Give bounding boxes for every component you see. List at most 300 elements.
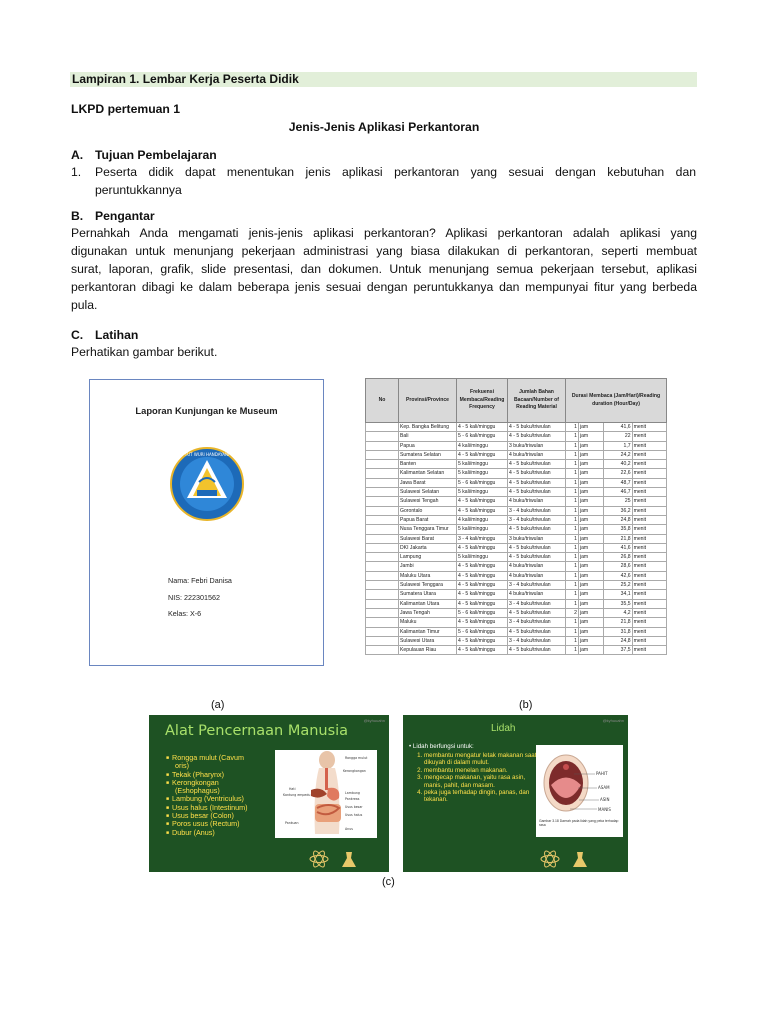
label-intestine: Usus halus bbox=[345, 813, 363, 817]
atom-flask-icon bbox=[535, 848, 595, 870]
table-cell bbox=[366, 423, 399, 432]
appendix-header: Lampiran 1. Lembar Kerja Peserta Didik bbox=[70, 72, 697, 87]
table-cell: 46,7 bbox=[603, 488, 632, 497]
taste-sweet: MANIS bbox=[598, 807, 611, 812]
table-cell bbox=[366, 506, 399, 515]
table-cell: 4 - 5 kali/minggu bbox=[457, 450, 508, 459]
taste-bitter: PAHIT bbox=[596, 771, 608, 776]
table-cell: 25 bbox=[603, 497, 632, 506]
table-cell: menit bbox=[632, 441, 666, 450]
section-b-label: B. bbox=[71, 209, 84, 223]
organ-item: ■ Tekak (Pharynx) bbox=[166, 771, 266, 779]
table-cell: Banten bbox=[399, 460, 457, 469]
table-row bbox=[366, 646, 667, 655]
table-cell: menit bbox=[632, 571, 666, 580]
table-cell: jam bbox=[578, 581, 603, 590]
table-cell: 4 buku/triwulan bbox=[508, 590, 566, 599]
table-cell: jam bbox=[578, 543, 603, 552]
table-cell: Nusa Tenggara Timur bbox=[399, 525, 457, 534]
table-cell bbox=[366, 460, 399, 469]
table-cell: 24,2 bbox=[603, 450, 632, 459]
label-colon: Usus besar bbox=[345, 805, 363, 809]
table-cell bbox=[366, 441, 399, 450]
table-cell: Jawa Tengah bbox=[399, 608, 457, 617]
table-cell bbox=[366, 525, 399, 534]
table-cell: menit bbox=[632, 627, 666, 636]
intro-paragraph bbox=[71, 224, 697, 314]
table-row bbox=[366, 488, 667, 497]
table-cell: 1 bbox=[566, 618, 579, 627]
table-cell: Papua Barat bbox=[399, 515, 457, 524]
table-cell: 1 bbox=[566, 423, 579, 432]
table-cell: 4 - 5 kali/minggu bbox=[457, 506, 508, 515]
table-cell: 4 - 5 kali/minggu bbox=[457, 543, 508, 552]
table-cell: 3 - 4 kali/minggu bbox=[457, 534, 508, 543]
table-cell: 5 kali/minggu bbox=[457, 469, 508, 478]
meeting-label: LKPD pertemuan 1 bbox=[71, 102, 181, 116]
table-cell: Bali bbox=[399, 432, 457, 441]
label-stomach: Lambung bbox=[345, 791, 360, 795]
table-cell: 1 bbox=[566, 543, 579, 552]
table-row bbox=[366, 497, 667, 506]
table-cell: 40,2 bbox=[603, 460, 632, 469]
table-cell: Kalimantan Timur bbox=[399, 627, 457, 636]
table-cell: 34,1 bbox=[603, 590, 632, 599]
table-cell: 35,8 bbox=[603, 525, 632, 534]
table-cell: 1 bbox=[566, 515, 579, 524]
slide-title: Lidah bbox=[491, 723, 516, 734]
table-cell: 5 - 6 kali/minggu bbox=[457, 608, 508, 617]
table-cell bbox=[366, 488, 399, 497]
table-cell: 1 bbox=[566, 646, 579, 655]
table-cell: 4 buku/triwulan bbox=[508, 562, 566, 571]
table-cell: 35,5 bbox=[603, 599, 632, 608]
organ-item: ■ Lambung (Ventriculus) bbox=[166, 795, 266, 803]
table-cell: menit bbox=[632, 581, 666, 590]
table-cell: jam bbox=[578, 636, 603, 645]
table-cell: jam bbox=[578, 469, 603, 478]
objective-text: Peserta didik dapat menentukan jenis aplikasi perkantoran yang sesuai dengan kebutuhan dan peruntukkannya bbox=[95, 165, 696, 197]
table-cell: 4 - 5 buku/triwulan bbox=[508, 627, 566, 636]
table-cell: menit bbox=[632, 618, 666, 627]
table-cell: Maluku bbox=[399, 618, 457, 627]
table-cell: 5 kali/minggu bbox=[457, 460, 508, 469]
intro-line: pula. bbox=[71, 298, 98, 312]
table-cell: 22,6 bbox=[603, 469, 632, 478]
table-cell: menit bbox=[632, 497, 666, 506]
table-cell: 4 kali/minggu bbox=[457, 441, 508, 450]
table-cell: 24,8 bbox=[603, 515, 632, 524]
table-cell: Sumatera Utara bbox=[399, 590, 457, 599]
table-cell: 4 - 5 buku/triwulan bbox=[508, 423, 566, 432]
table-cell: 1 bbox=[566, 534, 579, 543]
table-cell bbox=[366, 581, 399, 590]
table-cell: jam bbox=[578, 525, 603, 534]
table-cell: Jambi bbox=[399, 562, 457, 571]
table-cell bbox=[366, 478, 399, 487]
table-cell: 1 bbox=[566, 432, 579, 441]
table-cell: 4 - 5 buku/triwulan bbox=[508, 478, 566, 487]
table-cell bbox=[366, 515, 399, 524]
table-cell: 4 buku/triwulan bbox=[508, 450, 566, 459]
intro-line: Pernahkah Anda mengamati jenis-jenis aplikasi perkantoran? Aplikasi perkantoran adalah aplikasi yang bbox=[71, 226, 697, 240]
label-mouth: Rongga mulut bbox=[345, 756, 368, 760]
table-cell: Maluku Utara bbox=[399, 571, 457, 580]
table-cell bbox=[366, 497, 399, 506]
table-cell: jam bbox=[578, 618, 603, 627]
table-cell: jam bbox=[578, 432, 603, 441]
table-cell: 26,8 bbox=[603, 553, 632, 562]
table-cell: 36,2 bbox=[603, 506, 632, 515]
table-cell: menit bbox=[632, 423, 666, 432]
table-cell: Papua bbox=[399, 441, 457, 450]
organ-item: ■ Rongga mulut (Cavum oris) bbox=[166, 754, 266, 771]
table-cell bbox=[366, 432, 399, 441]
table-cell: 1 bbox=[566, 636, 579, 645]
table-cell: 1 bbox=[566, 590, 579, 599]
report-title: Laporan Kunjungan ke Museum bbox=[135, 405, 278, 416]
student-nis: NIS: 222301562 bbox=[168, 593, 220, 602]
organ-item: ■ Poros usus (Rectum) bbox=[166, 820, 266, 828]
table-cell: 4 - 5 kali/minggu bbox=[457, 423, 508, 432]
caption-c: (c) bbox=[382, 876, 395, 888]
table-cell: 3 - 4 buku/triwulan bbox=[508, 506, 566, 515]
table-cell: jam bbox=[578, 571, 603, 580]
table-cell: 4 - 5 buku/triwulan bbox=[508, 460, 566, 469]
table-row bbox=[366, 432, 667, 441]
table-row bbox=[366, 599, 667, 608]
table-cell: menit bbox=[632, 590, 666, 599]
table-cell: 4 buku/triwulan bbox=[508, 497, 566, 506]
table-cell: menit bbox=[632, 646, 666, 655]
table-cell bbox=[366, 646, 399, 655]
table-cell: 1 bbox=[566, 562, 579, 571]
table-cell: 3 - 4 buku/triwulan bbox=[508, 618, 566, 627]
table-cell: 2 bbox=[566, 608, 579, 617]
table-row bbox=[366, 543, 667, 552]
table-cell: 4 - 5 kali/minggu bbox=[457, 646, 508, 655]
table-cell: menit bbox=[632, 506, 666, 515]
table-cell bbox=[366, 627, 399, 636]
function-item: 4. peka juga terhadap dingin, panas, dan tekanan. bbox=[424, 789, 542, 804]
intro-line: digunakan untuk menunjang pekerjaan administrasi yang biasa dilakukan di perkantoran, seperti membuat bbox=[71, 244, 697, 258]
col-province: Provinsi/Province bbox=[399, 379, 457, 423]
section-c-label: C. bbox=[71, 328, 84, 342]
table-row bbox=[366, 469, 667, 478]
caption-a: (a) bbox=[211, 699, 225, 711]
col-frequency: Frekuensi Membaca/Reading Frequency bbox=[457, 379, 508, 423]
table-cell: menit bbox=[632, 534, 666, 543]
table-row bbox=[366, 423, 667, 432]
col-no: No bbox=[366, 379, 399, 423]
organ-item: ■ Dubur (Anus) bbox=[166, 829, 266, 837]
tongue-diagram bbox=[536, 745, 623, 837]
table-cell bbox=[366, 553, 399, 562]
table-cell: 37,5 bbox=[603, 646, 632, 655]
table-cell: 3 - 4 buku/triwulan bbox=[508, 515, 566, 524]
table-row bbox=[366, 506, 667, 515]
slide-title: Alat Pencernaan Manusia bbox=[165, 723, 349, 739]
table-cell: 41,6 bbox=[603, 423, 632, 432]
table-cell: menit bbox=[632, 515, 666, 524]
table-cell: jam bbox=[578, 506, 603, 515]
caption-b: (b) bbox=[519, 699, 533, 711]
table-cell: menit bbox=[632, 478, 666, 487]
table-cell: 3 buku/triwulan bbox=[508, 441, 566, 450]
table-cell: Jawa Barat bbox=[399, 478, 457, 487]
table-cell: Sulawesi Tenggara bbox=[399, 581, 457, 590]
table-row bbox=[366, 460, 667, 469]
slide-brand: @kyhuuahn bbox=[602, 718, 624, 723]
table-row bbox=[366, 618, 667, 627]
organ-item: ■ Usus besar (Colon) bbox=[166, 812, 266, 820]
table-cell bbox=[366, 618, 399, 627]
table-cell: 1 bbox=[566, 469, 579, 478]
table-cell: 5 - 6 kali/minggu bbox=[457, 627, 508, 636]
table-cell: menit bbox=[632, 543, 666, 552]
table-cell: menit bbox=[632, 469, 666, 478]
reading-table bbox=[365, 378, 667, 655]
table-cell: 3 - 4 buku/triwulan bbox=[508, 599, 566, 608]
table-cell: 4 - 5 kali/minggu bbox=[457, 599, 508, 608]
table-cell: 4 - 5 buku/triwulan bbox=[508, 543, 566, 552]
table-cell: 1,7 bbox=[603, 441, 632, 450]
table-row bbox=[366, 478, 667, 487]
table-cell: 1 bbox=[566, 553, 579, 562]
col-material: Jumlah Bahan Bacaan/Number of Reading Material bbox=[508, 379, 566, 423]
table-cell: 5 kali/minggu bbox=[457, 553, 508, 562]
table-cell: 21,8 bbox=[603, 534, 632, 543]
digestive-system-illustration bbox=[275, 750, 377, 838]
table-cell: 1 bbox=[566, 450, 579, 459]
tongue-slide bbox=[403, 715, 628, 872]
table-cell: 5 - 6 kali/minggu bbox=[457, 478, 508, 487]
table-cell: Sumatera Selatan bbox=[399, 450, 457, 459]
digestive-diagram bbox=[275, 750, 377, 838]
taste-salty: ASIN bbox=[600, 797, 610, 802]
organ-list bbox=[166, 754, 266, 837]
table-row bbox=[366, 450, 667, 459]
table-cell: jam bbox=[578, 441, 603, 450]
table-row bbox=[366, 525, 667, 534]
label-anus: Anus bbox=[345, 827, 353, 831]
table-cell: 3 - 4 buku/triwulan bbox=[508, 636, 566, 645]
table-cell: 21,8 bbox=[603, 618, 632, 627]
section-c-heading: Latihan bbox=[95, 328, 139, 342]
table-cell: Gorontalo bbox=[399, 506, 457, 515]
table-cell: jam bbox=[578, 608, 603, 617]
function-item: 3. mengecap makanan, yaitu rasa asin, manis, pahit, dan masam. bbox=[424, 774, 542, 789]
table-cell: 22 bbox=[603, 432, 632, 441]
table-cell: jam bbox=[578, 478, 603, 487]
table-cell: Lampung bbox=[399, 553, 457, 562]
table-cell: Sulawesi Tengah bbox=[399, 497, 457, 506]
table-cell: jam bbox=[578, 488, 603, 497]
table-cell: menit bbox=[632, 553, 666, 562]
table-cell: 1 bbox=[566, 497, 579, 506]
table-cell: jam bbox=[578, 646, 603, 655]
table-cell: 4 kali/minggu bbox=[457, 515, 508, 524]
tongue-lead: • Lidah berfungsi untuk: bbox=[409, 743, 474, 750]
table-cell: 48,7 bbox=[603, 478, 632, 487]
tongue-functions bbox=[415, 752, 542, 804]
table-cell: 4 - 5 kali/minggu bbox=[457, 636, 508, 645]
student-class: Kelas: X-6 bbox=[168, 609, 202, 618]
table-cell: 1 bbox=[566, 460, 579, 469]
table-cell: 4 - 5 kali/minggu bbox=[457, 497, 508, 506]
table-cell: 28,6 bbox=[603, 562, 632, 571]
table-cell: 1 bbox=[566, 627, 579, 636]
table-cell bbox=[366, 590, 399, 599]
tut-wuri-logo bbox=[169, 446, 245, 522]
table-cell: 25,2 bbox=[603, 581, 632, 590]
section-a-heading: Tujuan Pembelajaran bbox=[95, 148, 217, 162]
table-row bbox=[366, 534, 667, 543]
organ-item: ■ Kerongkongan (Eshophagus) bbox=[166, 779, 266, 796]
table-cell: 4 - 5 buku/triwulan bbox=[508, 525, 566, 534]
table-cell: 1 bbox=[566, 488, 579, 497]
table-cell: menit bbox=[632, 608, 666, 617]
label-liver: Hati bbox=[289, 787, 296, 791]
table-cell: 5 kali/minggu bbox=[457, 525, 508, 534]
table-cell bbox=[366, 469, 399, 478]
intro-line: perkantoran dibagi ke dalam beberapa jenis sesuai dengan peruntukkanya dan mempunyai fitur yang berbeda bbox=[71, 280, 697, 294]
table-cell bbox=[366, 599, 399, 608]
table-row bbox=[366, 441, 667, 450]
table-cell: 1 bbox=[566, 441, 579, 450]
table-cell: jam bbox=[578, 627, 603, 636]
table-cell: 4 - 5 buku/triwulan bbox=[508, 608, 566, 617]
table-row bbox=[366, 571, 667, 580]
function-item: 2. membantu menelan makanan. bbox=[424, 767, 542, 774]
section-b-heading: Pengantar bbox=[95, 209, 155, 223]
table-cell bbox=[366, 534, 399, 543]
table-cell: Kep. Bangka Belitung bbox=[399, 423, 457, 432]
label-appendix: Pankuan bbox=[285, 821, 299, 825]
table-row bbox=[366, 562, 667, 571]
slide-brand: @kyhuuahn bbox=[363, 718, 385, 723]
table-cell: 4 - 5 kali/minggu bbox=[457, 581, 508, 590]
report-cover-figure bbox=[89, 379, 324, 666]
table-cell: Sulawesi Selatan bbox=[399, 488, 457, 497]
label-esophagus: Kerongkongan bbox=[343, 769, 366, 773]
table-cell: jam bbox=[578, 534, 603, 543]
table-cell: 4 buku/triwulan bbox=[508, 571, 566, 580]
table-cell: jam bbox=[578, 562, 603, 571]
table-cell: menit bbox=[632, 450, 666, 459]
table-cell: 4 - 5 kali/minggu bbox=[457, 590, 508, 599]
digestive-slide bbox=[149, 715, 389, 872]
table-cell bbox=[366, 543, 399, 552]
table-cell: 1 bbox=[566, 599, 579, 608]
page-title: Jenis-Jenis Aplikasi Perkantoran bbox=[288, 120, 480, 134]
table-cell: jam bbox=[578, 460, 603, 469]
table-row bbox=[366, 627, 667, 636]
table-cell: 5 - 6 kali/minggu bbox=[457, 432, 508, 441]
table-cell: 4 - 5 buku/triwulan bbox=[508, 646, 566, 655]
table-cell: 4 - 5 buku/triwulan bbox=[508, 432, 566, 441]
table-cell bbox=[366, 571, 399, 580]
table-cell: 4 - 5 kali/minggu bbox=[457, 562, 508, 571]
taste-sour: ASAM bbox=[598, 785, 610, 790]
table-cell: jam bbox=[578, 423, 603, 432]
exercise-intro: Perhatikan gambar berikut. bbox=[71, 345, 218, 359]
table-cell: 3 buku/triwulan bbox=[508, 534, 566, 543]
table-row bbox=[366, 553, 667, 562]
table-cell: 4 - 5 kali/minggu bbox=[457, 571, 508, 580]
tongue-figure-caption: Gambar 3.18 Daerah pada lidah yang peka terhadap rasa bbox=[539, 819, 619, 827]
table-cell: 1 bbox=[566, 571, 579, 580]
table-cell: 41,6 bbox=[603, 543, 632, 552]
table-cell: menit bbox=[632, 599, 666, 608]
intro-line: surat, laporan, grafik, slide presentasi, dan dokumen. Untuk menunjang semua pekerjaan tersebut, aplikasi bbox=[71, 262, 697, 276]
atom-flask-icon bbox=[304, 848, 364, 870]
table-cell: 1 bbox=[566, 506, 579, 515]
table-cell: 1 bbox=[566, 525, 579, 534]
table-cell: 1 bbox=[566, 581, 579, 590]
table-cell: 24,8 bbox=[603, 636, 632, 645]
table-cell: Kalimantan Selatan bbox=[399, 469, 457, 478]
table-cell: jam bbox=[578, 590, 603, 599]
table-cell: jam bbox=[578, 515, 603, 524]
table-cell: 5 kali/minggu bbox=[457, 488, 508, 497]
label-gallbladder: Kantung empedu bbox=[283, 793, 311, 797]
table-cell: 4 - 5 buku/triwulan bbox=[508, 488, 566, 497]
table-cell bbox=[366, 450, 399, 459]
table-cell bbox=[366, 636, 399, 645]
table-cell: 4 - 5 kali/minggu bbox=[457, 618, 508, 627]
table-row bbox=[366, 581, 667, 590]
col-duration: Durasi Membaca (Jam/Hari)/Reading duration (Hour/Day) bbox=[566, 379, 667, 423]
table-cell: jam bbox=[578, 599, 603, 608]
table-cell: menit bbox=[632, 432, 666, 441]
table-row bbox=[366, 590, 667, 599]
table-cell: 4 - 5 buku/triwulan bbox=[508, 553, 566, 562]
table-cell: jam bbox=[578, 450, 603, 459]
table-cell: jam bbox=[578, 497, 603, 506]
table-cell: menit bbox=[632, 562, 666, 571]
table-cell: 4,2 bbox=[603, 608, 632, 617]
logo-text: TUT WURI HANDAYANI bbox=[184, 452, 230, 457]
table-cell: 1 bbox=[566, 478, 579, 487]
table-cell: menit bbox=[632, 525, 666, 534]
table-row bbox=[366, 515, 667, 524]
table-cell: DKI Jakarta bbox=[399, 543, 457, 552]
table-cell: 4 - 5 buku/triwulan bbox=[508, 469, 566, 478]
label-pancreas: Pankreas bbox=[345, 797, 360, 801]
student-name: Nama: Febri Danisa bbox=[168, 576, 232, 585]
table-cell: 42,6 bbox=[603, 571, 632, 580]
table-cell: Sulawesi Utara bbox=[399, 636, 457, 645]
section-a-label: A. bbox=[71, 148, 84, 162]
table-cell: menit bbox=[632, 488, 666, 497]
function-item: 1. membantu mengatur letak makanan saat dikuyah di dalam mulut. bbox=[424, 752, 542, 767]
objective-number: 1. bbox=[71, 165, 82, 179]
table-cell: menit bbox=[632, 460, 666, 469]
table-row bbox=[366, 636, 667, 645]
table-cell: Kalimantan Utara bbox=[399, 599, 457, 608]
table-cell: jam bbox=[578, 553, 603, 562]
organ-item: ■ Usus halus (Intestinum) bbox=[166, 804, 266, 812]
table-cell: menit bbox=[632, 636, 666, 645]
table-row bbox=[366, 608, 667, 617]
table-cell: 31,8 bbox=[603, 627, 632, 636]
table-cell bbox=[366, 562, 399, 571]
table-cell: 3 - 4 buku/triwulan bbox=[508, 581, 566, 590]
table-cell: Sulawesi Barat bbox=[399, 534, 457, 543]
table-cell bbox=[366, 608, 399, 617]
table-cell: Kepulauan Riau bbox=[399, 646, 457, 655]
